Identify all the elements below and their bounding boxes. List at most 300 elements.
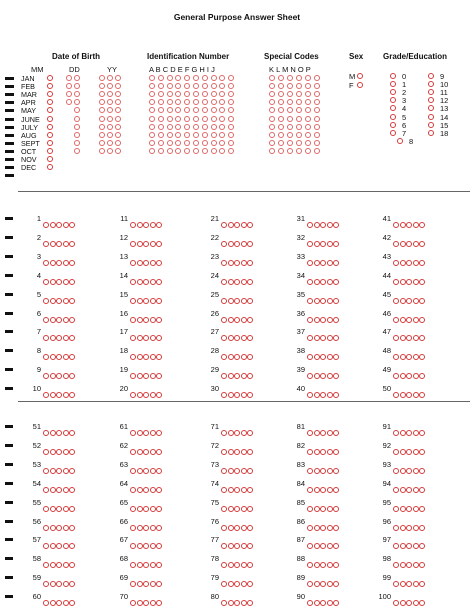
id-bubble[interactable] [158,132,164,138]
answer-bubble-d[interactable] [413,430,419,436]
answer-bubble-e[interactable] [333,600,339,606]
dd-tens-bubble[interactable] [66,91,72,97]
answer-bubble-d[interactable] [63,468,69,474]
answer-bubble-e[interactable] [69,581,75,587]
special-code-bubble[interactable] [269,124,275,130]
answer-bubble-b[interactable] [50,279,56,285]
id-bubble[interactable] [202,107,208,113]
answer-bubble-c[interactable] [56,600,62,606]
answer-bubble-b[interactable] [50,543,56,549]
answer-bubble-b[interactable] [400,430,406,436]
id-bubble[interactable] [228,91,234,97]
answer-bubble-b[interactable] [137,562,143,568]
answer-bubble-b[interactable] [400,468,406,474]
special-code-bubble[interactable] [269,99,275,105]
answer-bubble-b[interactable] [400,260,406,266]
answer-bubble-c[interactable] [406,260,412,266]
dd-ones-bubble[interactable] [74,75,80,81]
id-bubble[interactable] [158,140,164,146]
answer-bubble-a[interactable] [130,449,136,455]
answer-bubble-e[interactable] [247,600,253,606]
answer-bubble-a[interactable] [221,260,227,266]
answer-bubble-b[interactable] [228,260,234,266]
answer-bubble-c[interactable] [234,279,240,285]
answer-bubble-b[interactable] [228,581,234,587]
answer-bubble-d[interactable] [241,354,247,360]
answer-bubble-e[interactable] [69,279,75,285]
answer-bubble-b[interactable] [50,373,56,379]
id-bubble[interactable] [184,91,190,97]
special-code-bubble[interactable] [269,148,275,154]
answer-bubble-d[interactable] [150,543,156,549]
answer-bubble-a[interactable] [393,600,399,606]
answer-bubble-d[interactable] [241,581,247,587]
special-code-bubble[interactable] [305,116,311,122]
answer-bubble-a[interactable] [307,373,313,379]
grade-bubble[interactable] [428,73,434,79]
special-code-bubble[interactable] [287,132,293,138]
answer-bubble-b[interactable] [50,506,56,512]
answer-bubble-b[interactable] [314,317,320,323]
answer-bubble-c[interactable] [234,298,240,304]
yy-bubble[interactable] [115,140,121,146]
answer-bubble-a[interactable] [130,317,136,323]
id-bubble[interactable] [202,140,208,146]
answer-bubble-d[interactable] [63,241,69,247]
answer-bubble-e[interactable] [247,317,253,323]
yy-bubble[interactable] [115,107,121,113]
answer-bubble-d[interactable] [241,430,247,436]
yy-bubble[interactable] [107,75,113,81]
special-code-bubble[interactable] [278,75,284,81]
answer-bubble-e[interactable] [333,354,339,360]
answer-bubble-a[interactable] [43,562,49,568]
answer-bubble-e[interactable] [247,298,253,304]
yy-bubble[interactable] [115,148,121,154]
answer-bubble-e[interactable] [156,241,162,247]
id-bubble[interactable] [228,99,234,105]
id-bubble[interactable] [211,132,217,138]
answer-bubble-a[interactable] [393,449,399,455]
special-code-bubble[interactable] [287,148,293,154]
answer-bubble-b[interactable] [314,373,320,379]
special-code-bubble[interactable] [314,99,320,105]
answer-bubble-c[interactable] [320,279,326,285]
dd-ones-bubble[interactable] [74,107,80,113]
yy-bubble[interactable] [115,132,121,138]
special-code-bubble[interactable] [287,75,293,81]
answer-bubble-c[interactable] [56,392,62,398]
answer-bubble-e[interactable] [156,487,162,493]
answer-bubble-a[interactable] [130,335,136,341]
answer-bubble-c[interactable] [56,298,62,304]
answer-bubble-c[interactable] [320,449,326,455]
answer-bubble-c[interactable] [320,543,326,549]
answer-bubble-d[interactable] [413,449,419,455]
answer-bubble-c[interactable] [406,222,412,228]
yy-bubble[interactable] [115,99,121,105]
special-code-bubble[interactable] [296,140,302,146]
answer-bubble-c[interactable] [56,241,62,247]
id-bubble[interactable] [193,91,199,97]
answer-bubble-a[interactable] [43,279,49,285]
answer-bubble-a[interactable] [393,373,399,379]
answer-bubble-b[interactable] [50,392,56,398]
answer-bubble-e[interactable] [333,335,339,341]
id-bubble[interactable] [149,91,155,97]
answer-bubble-e[interactable] [69,298,75,304]
month-bubble[interactable] [47,83,53,89]
answer-bubble-e[interactable] [247,525,253,531]
answer-bubble-b[interactable] [137,260,143,266]
answer-bubble-c[interactable] [143,562,149,568]
id-bubble[interactable] [202,75,208,81]
special-code-bubble[interactable] [269,132,275,138]
answer-bubble-d[interactable] [241,468,247,474]
answer-bubble-c[interactable] [320,335,326,341]
answer-bubble-b[interactable] [228,373,234,379]
answer-bubble-e[interactable] [247,373,253,379]
answer-bubble-d[interactable] [63,279,69,285]
answer-bubble-e[interactable] [333,222,339,228]
answer-bubble-d[interactable] [327,392,333,398]
id-bubble[interactable] [184,116,190,122]
answer-bubble-c[interactable] [56,373,62,379]
answer-bubble-e[interactable] [247,430,253,436]
answer-bubble-d[interactable] [241,298,247,304]
id-bubble[interactable] [211,91,217,97]
yy-bubble[interactable] [115,83,121,89]
answer-bubble-e[interactable] [69,260,75,266]
answer-bubble-b[interactable] [400,241,406,247]
answer-bubble-a[interactable] [307,430,313,436]
id-bubble[interactable] [193,124,199,130]
answer-bubble-d[interactable] [150,525,156,531]
answer-bubble-a[interactable] [130,430,136,436]
special-code-bubble[interactable] [305,132,311,138]
month-bubble[interactable] [47,124,53,130]
answer-bubble-b[interactable] [50,562,56,568]
answer-bubble-b[interactable] [400,298,406,304]
id-bubble[interactable] [211,75,217,81]
answer-bubble-d[interactable] [413,260,419,266]
answer-bubble-b[interactable] [50,317,56,323]
answer-bubble-b[interactable] [228,298,234,304]
answer-bubble-a[interactable] [130,222,136,228]
answer-bubble-b[interactable] [314,600,320,606]
answer-bubble-b[interactable] [400,317,406,323]
answer-bubble-a[interactable] [393,392,399,398]
answer-bubble-b[interactable] [228,279,234,285]
answer-bubble-d[interactable] [150,260,156,266]
answer-bubble-e[interactable] [69,317,75,323]
id-bubble[interactable] [193,132,199,138]
dd-ones-bubble[interactable] [74,124,80,130]
answer-bubble-c[interactable] [320,430,326,436]
answer-bubble-c[interactable] [234,581,240,587]
id-bubble[interactable] [167,75,173,81]
answer-bubble-e[interactable] [247,487,253,493]
dd-ones-bubble[interactable] [74,140,80,146]
answer-bubble-e[interactable] [156,373,162,379]
answer-bubble-d[interactable] [327,543,333,549]
id-bubble[interactable] [167,140,173,146]
answer-bubble-d[interactable] [241,222,247,228]
answer-bubble-b[interactable] [228,543,234,549]
answer-bubble-e[interactable] [69,241,75,247]
id-bubble[interactable] [167,91,173,97]
answer-bubble-a[interactable] [307,487,313,493]
special-code-bubble[interactable] [278,83,284,89]
answer-bubble-c[interactable] [320,562,326,568]
answer-bubble-c[interactable] [143,487,149,493]
id-bubble[interactable] [184,83,190,89]
answer-bubble-c[interactable] [234,392,240,398]
answer-bubble-b[interactable] [228,354,234,360]
answer-bubble-d[interactable] [327,335,333,341]
month-bubble[interactable] [47,91,53,97]
answer-bubble-a[interactable] [307,335,313,341]
answer-bubble-a[interactable] [130,562,136,568]
answer-bubble-c[interactable] [56,506,62,512]
answer-bubble-d[interactable] [150,581,156,587]
answer-bubble-d[interactable] [327,506,333,512]
yy-bubble[interactable] [99,140,105,146]
answer-bubble-e[interactable] [419,392,425,398]
grade-bubble[interactable] [390,122,396,128]
answer-bubble-d[interactable] [63,543,69,549]
id-bubble[interactable] [158,116,164,122]
id-bubble[interactable] [175,91,181,97]
month-bubble[interactable] [47,140,53,146]
answer-bubble-e[interactable] [156,543,162,549]
answer-bubble-c[interactable] [234,506,240,512]
answer-bubble-d[interactable] [63,222,69,228]
answer-bubble-a[interactable] [307,600,313,606]
answer-bubble-c[interactable] [320,317,326,323]
dd-tens-bubble[interactable] [66,99,72,105]
answer-bubble-c[interactable] [406,241,412,247]
dd-ones-bubble[interactable] [74,99,80,105]
answer-bubble-e[interactable] [247,543,253,549]
answer-bubble-d[interactable] [150,222,156,228]
answer-bubble-b[interactable] [137,241,143,247]
answer-bubble-c[interactable] [406,335,412,341]
answer-bubble-e[interactable] [419,487,425,493]
answer-bubble-e[interactable] [419,506,425,512]
answer-bubble-b[interactable] [137,468,143,474]
answer-bubble-c[interactable] [143,317,149,323]
answer-bubble-c[interactable] [320,487,326,493]
id-bubble[interactable] [184,99,190,105]
answer-bubble-c[interactable] [234,487,240,493]
answer-bubble-e[interactable] [247,279,253,285]
answer-bubble-e[interactable] [156,525,162,531]
answer-bubble-d[interactable] [150,449,156,455]
answer-bubble-a[interactable] [307,449,313,455]
answer-bubble-e[interactable] [156,449,162,455]
id-bubble[interactable] [149,132,155,138]
answer-bubble-d[interactable] [327,373,333,379]
answer-bubble-a[interactable] [130,298,136,304]
id-bubble[interactable] [202,132,208,138]
id-bubble[interactable] [228,140,234,146]
special-code-bubble[interactable] [296,148,302,154]
answer-bubble-e[interactable] [419,468,425,474]
answer-bubble-c[interactable] [56,543,62,549]
answer-bubble-a[interactable] [43,317,49,323]
answer-bubble-b[interactable] [400,525,406,531]
id-bubble[interactable] [228,132,234,138]
answer-bubble-e[interactable] [247,468,253,474]
special-code-bubble[interactable] [287,99,293,105]
answer-bubble-b[interactable] [314,430,320,436]
answer-bubble-b[interactable] [228,430,234,436]
answer-bubble-d[interactable] [63,298,69,304]
answer-bubble-c[interactable] [234,449,240,455]
answer-bubble-c[interactable] [234,260,240,266]
answer-bubble-c[interactable] [234,335,240,341]
answer-bubble-a[interactable] [130,392,136,398]
answer-bubble-a[interactable] [393,468,399,474]
answer-bubble-b[interactable] [400,373,406,379]
yy-bubble[interactable] [99,107,105,113]
id-bubble[interactable] [193,75,199,81]
answer-bubble-c[interactable] [143,298,149,304]
id-bubble[interactable] [149,75,155,81]
yy-bubble[interactable] [107,99,113,105]
answer-bubble-b[interactable] [50,449,56,455]
answer-bubble-e[interactable] [419,317,425,323]
special-code-bubble[interactable] [269,107,275,113]
yy-bubble[interactable] [99,83,105,89]
answer-bubble-c[interactable] [234,354,240,360]
answer-bubble-d[interactable] [413,222,419,228]
answer-bubble-c[interactable] [56,430,62,436]
answer-bubble-b[interactable] [228,600,234,606]
special-code-bubble[interactable] [287,116,293,122]
id-bubble[interactable] [149,116,155,122]
special-code-bubble[interactable] [305,75,311,81]
id-bubble[interactable] [167,124,173,130]
id-bubble[interactable] [184,124,190,130]
answer-bubble-b[interactable] [314,543,320,549]
special-code-bubble[interactable] [305,107,311,113]
answer-bubble-d[interactable] [413,506,419,512]
answer-bubble-a[interactable] [130,279,136,285]
answer-bubble-d[interactable] [63,487,69,493]
id-bubble[interactable] [184,107,190,113]
answer-bubble-b[interactable] [50,581,56,587]
answer-bubble-e[interactable] [419,260,425,266]
answer-bubble-c[interactable] [406,543,412,549]
answer-bubble-a[interactable] [130,354,136,360]
answer-bubble-a[interactable] [307,241,313,247]
answer-bubble-e[interactable] [419,430,425,436]
special-code-bubble[interactable] [314,124,320,130]
answer-bubble-a[interactable] [393,279,399,285]
answer-bubble-b[interactable] [137,600,143,606]
answer-bubble-a[interactable] [307,506,313,512]
dd-tens-bubble[interactable] [66,75,72,81]
answer-bubble-b[interactable] [314,506,320,512]
answer-bubble-d[interactable] [241,373,247,379]
answer-bubble-b[interactable] [137,543,143,549]
answer-bubble-c[interactable] [56,449,62,455]
answer-bubble-c[interactable] [143,600,149,606]
id-bubble[interactable] [149,124,155,130]
answer-bubble-b[interactable] [400,335,406,341]
special-code-bubble[interactable] [296,75,302,81]
sex-bubble[interactable] [357,82,363,88]
answer-bubble-c[interactable] [406,317,412,323]
id-bubble[interactable] [228,124,234,130]
answer-bubble-d[interactable] [150,506,156,512]
answer-bubble-c[interactable] [406,468,412,474]
answer-bubble-c[interactable] [56,562,62,568]
answer-bubble-b[interactable] [314,468,320,474]
grade-bubble[interactable] [428,81,434,87]
id-bubble[interactable] [202,83,208,89]
answer-bubble-a[interactable] [221,241,227,247]
answer-bubble-e[interactable] [156,317,162,323]
answer-bubble-e[interactable] [419,373,425,379]
answer-bubble-b[interactable] [137,317,143,323]
answer-bubble-c[interactable] [320,468,326,474]
answer-bubble-b[interactable] [137,430,143,436]
answer-bubble-c[interactable] [320,241,326,247]
answer-bubble-b[interactable] [50,335,56,341]
answer-bubble-b[interactable] [137,298,143,304]
id-bubble[interactable] [211,116,217,122]
answer-bubble-e[interactable] [156,562,162,568]
answer-bubble-d[interactable] [241,506,247,512]
answer-bubble-e[interactable] [419,600,425,606]
month-bubble[interactable] [47,156,53,162]
answer-bubble-d[interactable] [413,335,419,341]
answer-bubble-e[interactable] [419,581,425,587]
answer-bubble-d[interactable] [413,562,419,568]
answer-bubble-c[interactable] [320,600,326,606]
answer-bubble-a[interactable] [393,298,399,304]
answer-bubble-e[interactable] [69,525,75,531]
answer-bubble-c[interactable] [143,430,149,436]
special-code-bubble[interactable] [269,91,275,97]
answer-bubble-c[interactable] [143,222,149,228]
answer-bubble-b[interactable] [314,298,320,304]
answer-bubble-c[interactable] [143,581,149,587]
answer-bubble-a[interactable] [221,562,227,568]
answer-bubble-c[interactable] [406,506,412,512]
answer-bubble-e[interactable] [247,222,253,228]
answer-bubble-d[interactable] [327,581,333,587]
answer-bubble-e[interactable] [69,354,75,360]
answer-bubble-c[interactable] [320,392,326,398]
yy-bubble[interactable] [115,124,121,130]
special-code-bubble[interactable] [278,140,284,146]
answer-bubble-d[interactable] [413,298,419,304]
answer-bubble-c[interactable] [234,543,240,549]
answer-bubble-e[interactable] [69,562,75,568]
answer-bubble-a[interactable] [221,354,227,360]
answer-bubble-c[interactable] [320,354,326,360]
answer-bubble-a[interactable] [393,430,399,436]
id-bubble[interactable] [219,75,225,81]
special-code-bubble[interactable] [296,99,302,105]
answer-bubble-c[interactable] [56,317,62,323]
answer-bubble-c[interactable] [56,279,62,285]
answer-bubble-b[interactable] [400,279,406,285]
